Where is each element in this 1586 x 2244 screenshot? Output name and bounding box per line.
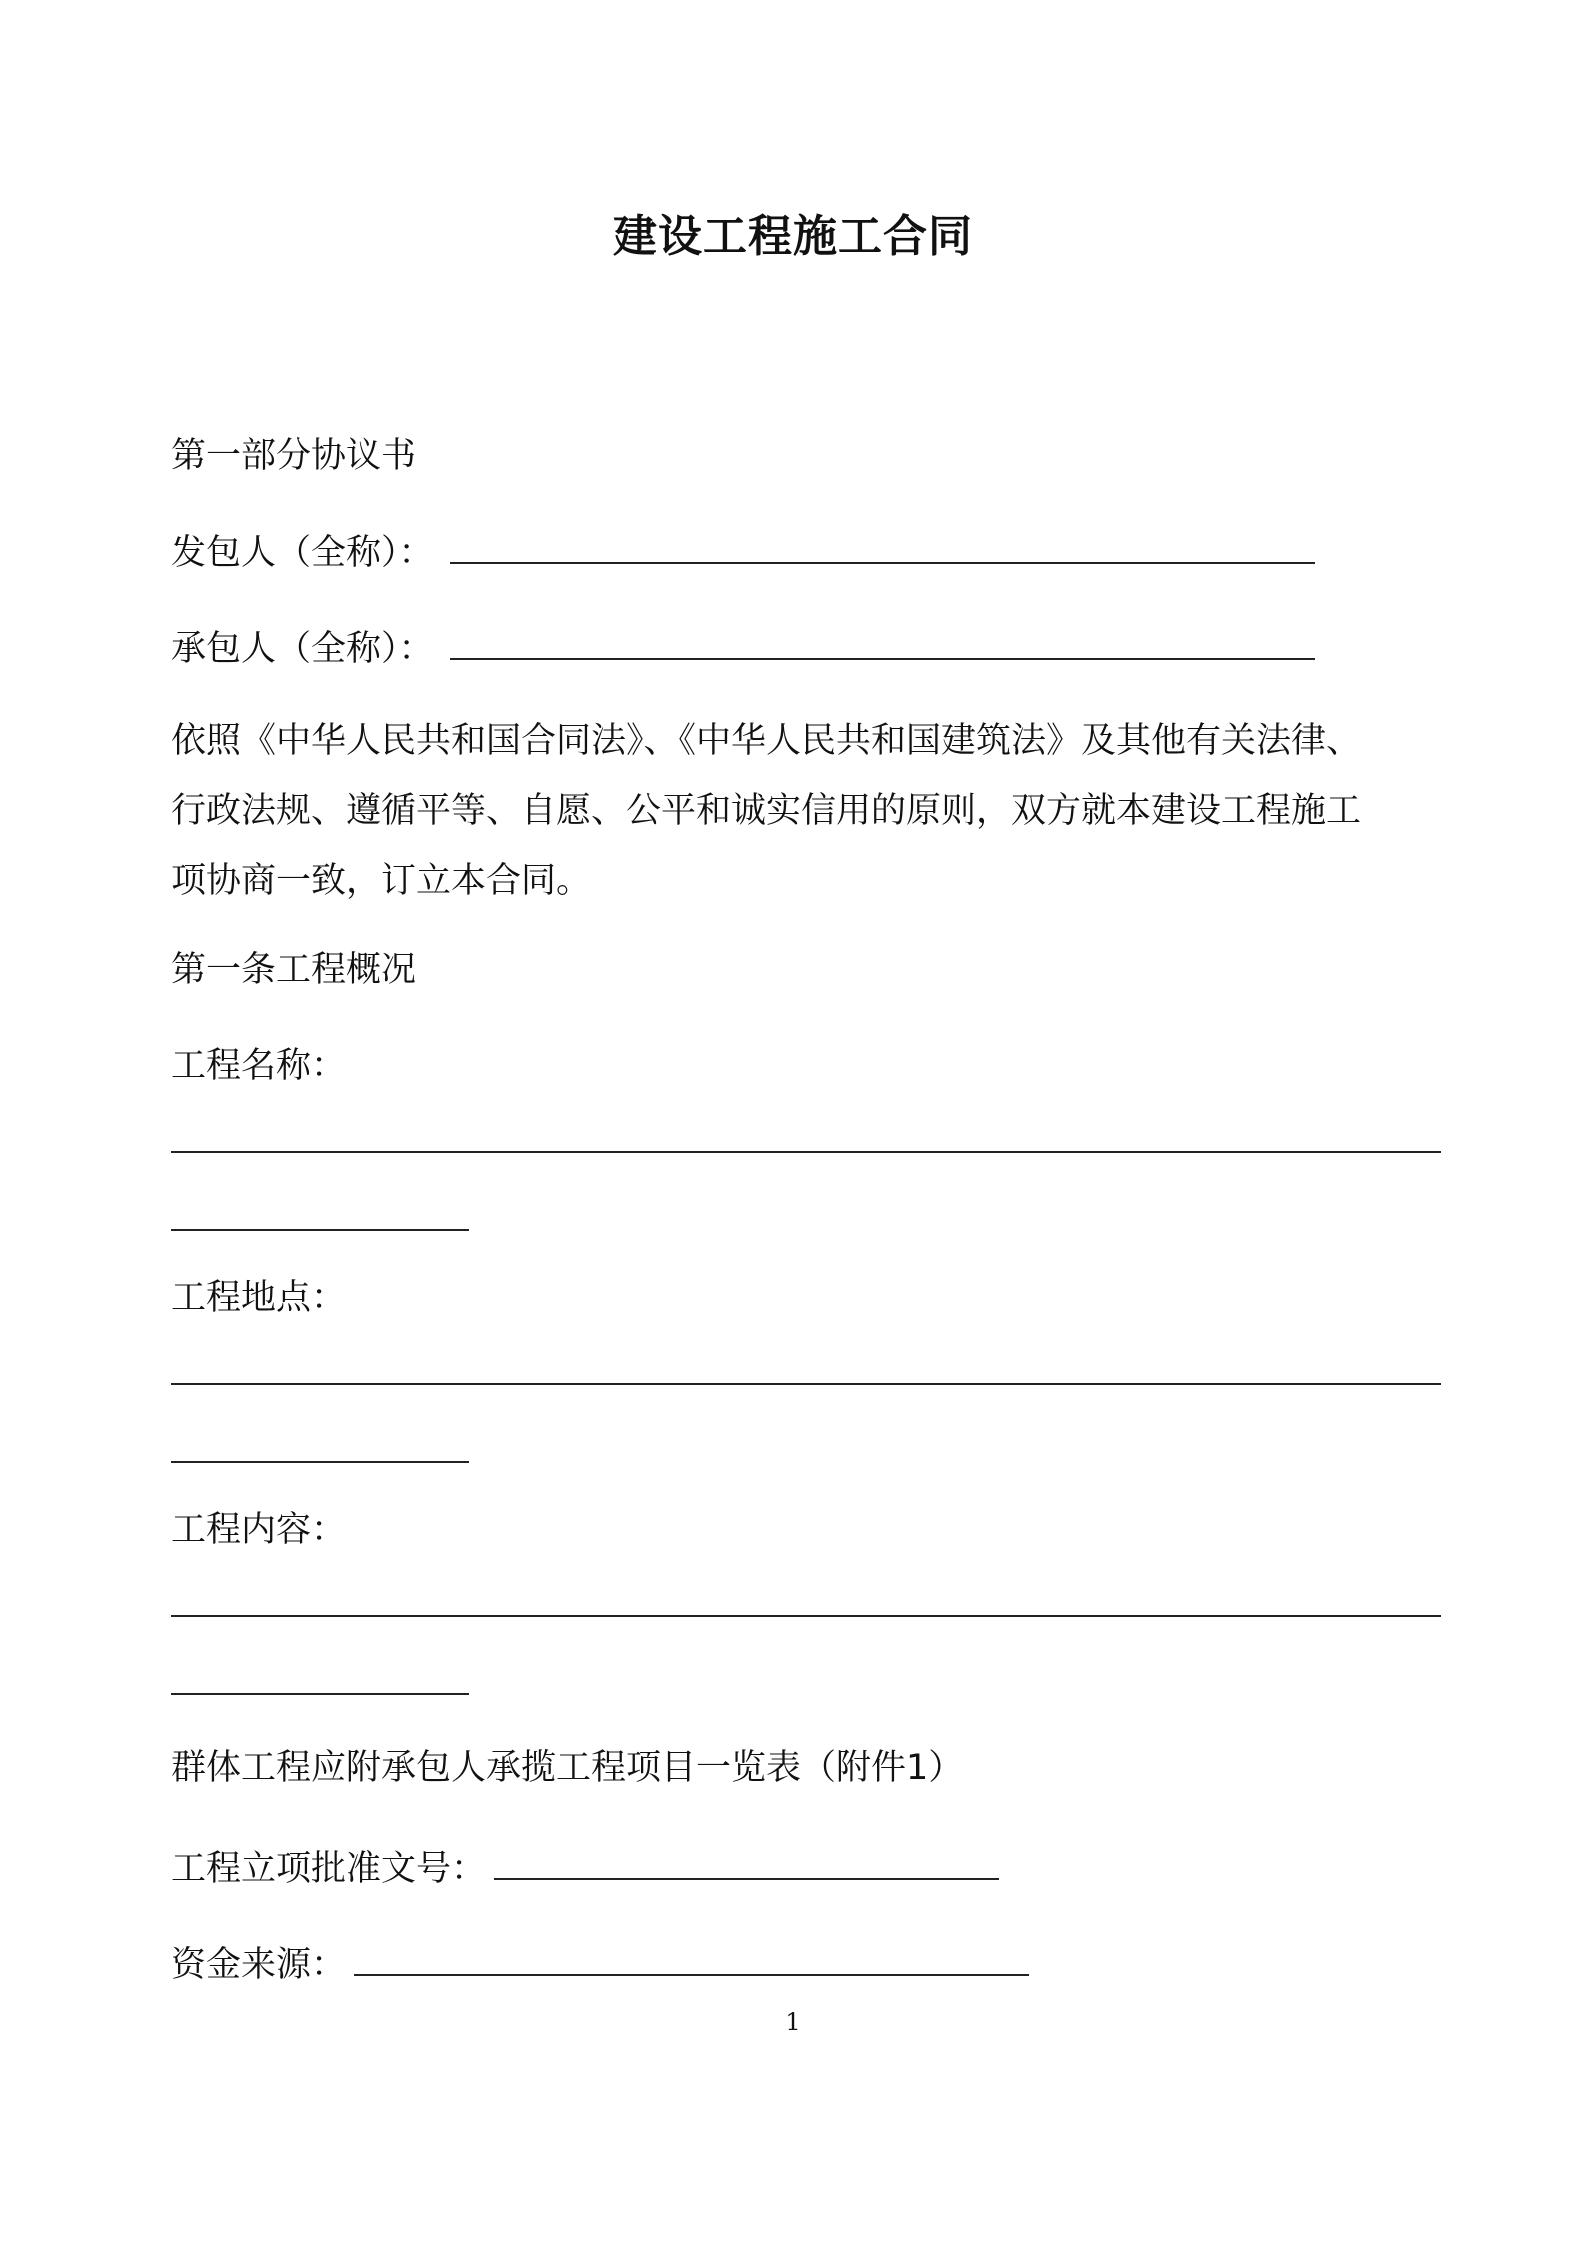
project-location-blank-line2[interactable]: [171, 1461, 469, 1463]
intro-line: 项协商一致，订立本合同。: [171, 861, 592, 901]
project-content-blank-line2[interactable]: [171, 1693, 469, 1695]
page-number: 1: [785, 2008, 801, 2036]
approval-no-label: 工程立项批准文号：: [171, 1849, 487, 1889]
project-content-blank-line1[interactable]: [171, 1615, 1441, 1617]
article1-heading: 第一条工程概况: [171, 950, 417, 990]
project-name-blank-line1[interactable]: [171, 1151, 1441, 1153]
funding-source-row: [171, 1940, 1029, 1989]
employer-row: [171, 528, 1315, 577]
contractor-blank[interactable]: [450, 624, 1315, 660]
employer-blank[interactable]: [450, 528, 1315, 564]
funding-source-blank[interactable]: [354, 1940, 1029, 1976]
contractor-label: 承包人（全称）：: [171, 629, 434, 669]
group-project-note: 群体工程应附承包人承揽工程项目一览表（附件1）: [171, 1748, 964, 1788]
employer-label: 发包人（全称）：: [171, 533, 434, 573]
intro-line: 行政法规、遵循平等、自愿、公平和诚实信用的原则，双方就本建设工程施工: [171, 791, 1362, 831]
contractor-row: [171, 624, 1315, 673]
project-content-label: 工程内容：: [171, 1510, 347, 1550]
project-name-blank-line2[interactable]: [171, 1229, 469, 1231]
project-location-blank-line1[interactable]: [171, 1383, 1441, 1385]
approval-no-blank[interactable]: [494, 1844, 999, 1880]
project-name-label: 工程名称：: [171, 1046, 347, 1086]
intro-paragraph: [171, 706, 1451, 916]
part-heading: 第一部分协议书: [171, 436, 417, 476]
document-title: 建设工程施工合同: [613, 211, 973, 262]
intro-line: 依照《中华人民共和国合同法》、《中华人民共和国建筑法》及其他有关法律、: [171, 721, 1362, 761]
project-location-label: 工程地点：: [171, 1278, 347, 1318]
funding-source-label: 资金来源：: [171, 1945, 347, 1985]
approval-no-row: [171, 1844, 999, 1893]
